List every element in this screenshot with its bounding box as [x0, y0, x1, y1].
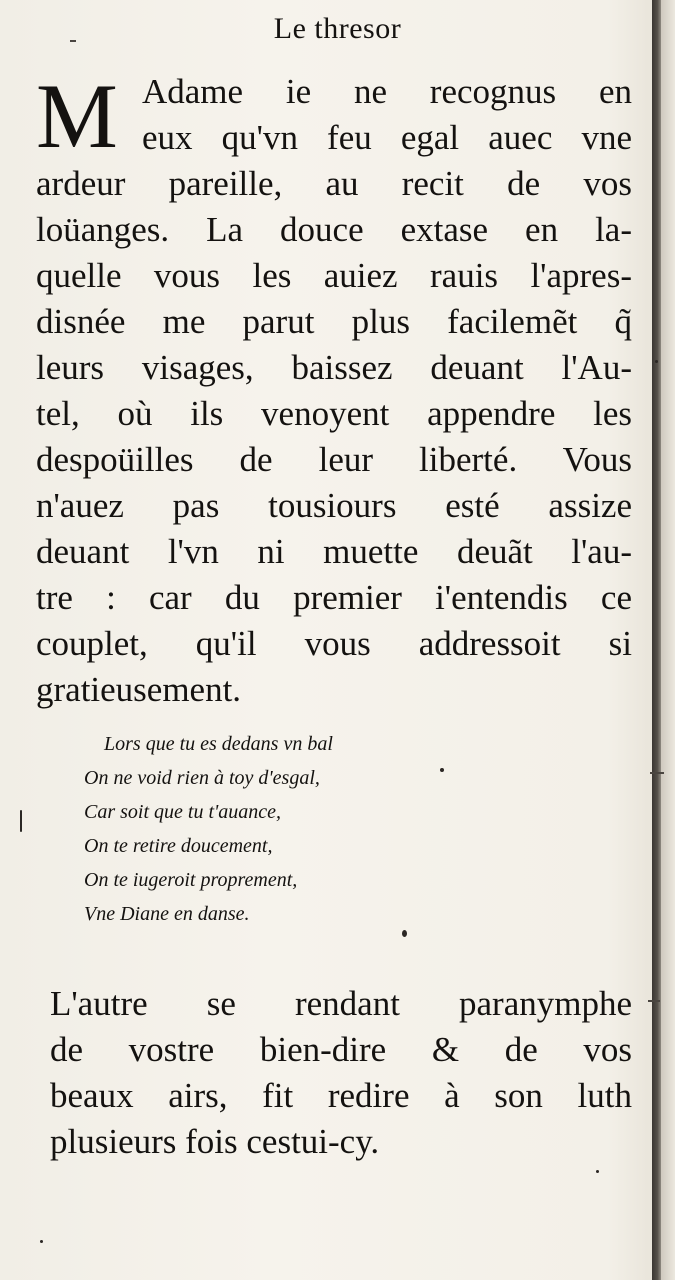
- prose-line: n'auez pas tousiours esté assize: [36, 486, 632, 525]
- ink-speck: [20, 810, 22, 832]
- page-edge-shadow: [661, 0, 675, 1280]
- prose-line: eux qu'vn feu egal auec vne: [142, 118, 632, 157]
- prose-line: quelle vous les auiez rauis l'apres-: [36, 256, 632, 295]
- prose-line: deuant l'vn ni muette deuãt l'au-: [36, 532, 632, 571]
- prose-line: loüanges. La douce extase en la-: [36, 210, 632, 249]
- verse-line: Car soit que tu t'auance,: [84, 801, 282, 823]
- prose-line: despoüilles de leur liberté. Vous: [36, 440, 632, 479]
- running-head: Le thresor: [273, 12, 402, 45]
- prose-line: L'autre se rendant paranymphe: [50, 984, 632, 1023]
- verse-line: On ne void rien à toy d'esgal,: [84, 767, 320, 789]
- binding-edge: [652, 0, 661, 1280]
- ink-speck: [596, 1170, 599, 1173]
- prose-line: leurs visages, baissez deuant l'Au-: [36, 348, 632, 387]
- drop-cap: M: [36, 65, 118, 167]
- verse-line: Lors que tu es dedans vn bal: [104, 733, 333, 755]
- prose-line: tel, où ils venoyent appendre les: [36, 394, 632, 433]
- ink-dash: [650, 772, 664, 774]
- prose-line: Adame ie ne recognus en: [142, 72, 632, 111]
- verse-line: On te iugeroit proprement,: [84, 869, 298, 891]
- verse-line: On te retire doucement,: [84, 835, 273, 857]
- ink-speck: [402, 930, 407, 937]
- ink-dash: [648, 1000, 660, 1002]
- prose-line: beaux airs, fit redire à son luth: [50, 1076, 632, 1115]
- prose-line: disnée me parut plus facilemẽt q̃: [36, 302, 632, 341]
- prose-line: tre : car du premier i'entendis ce: [36, 578, 632, 617]
- ink-speck: [40, 1240, 43, 1243]
- prose-line: ardeur pareille, au recit de vos: [36, 164, 632, 203]
- verse-line: Vne Diane en danse.: [84, 903, 250, 925]
- prose-line: de vostre bien-dire & de vos: [50, 1030, 632, 1069]
- ink-speck: [655, 360, 658, 363]
- prose-line: couplet, qu'il vous addressoit si: [36, 624, 632, 663]
- ink-speck: [440, 768, 444, 772]
- prose-line: gratieusement.: [36, 670, 242, 709]
- ink-dash: [70, 40, 76, 42]
- prose-line: plusieurs fois cestui-cy.: [50, 1122, 380, 1161]
